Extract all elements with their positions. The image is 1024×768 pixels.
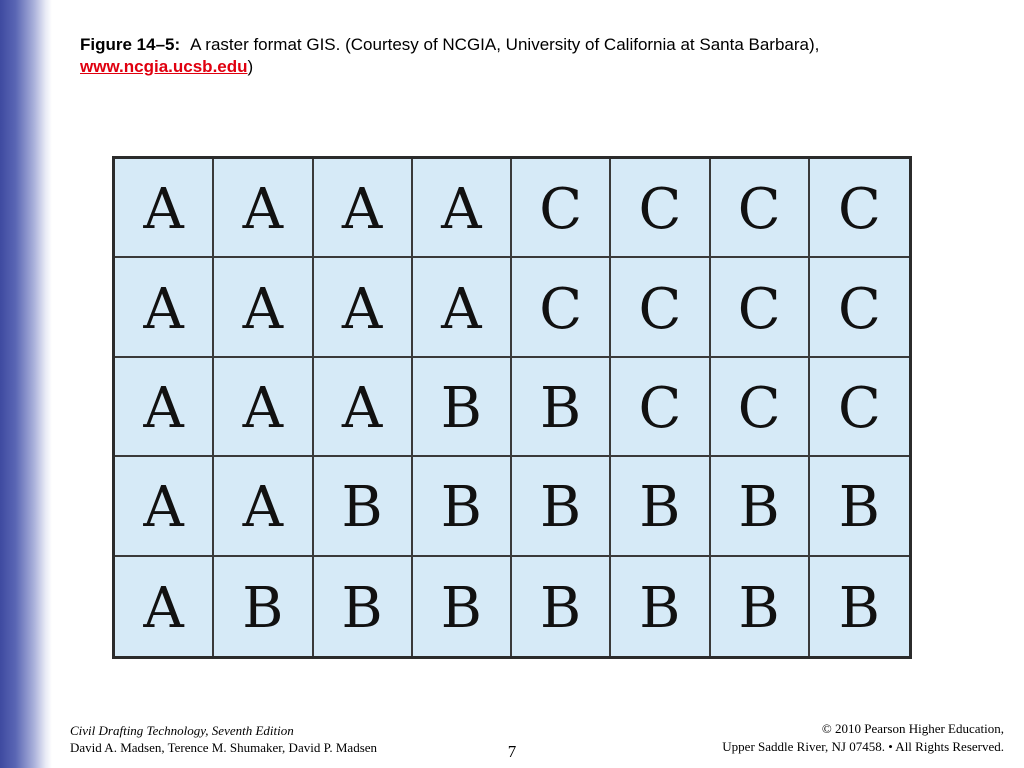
raster-cell: B [314,457,413,556]
raster-cell: C [810,159,909,258]
raster-cell: A [115,159,214,258]
raster-cell: B [314,557,413,656]
raster-cell: A [413,258,512,357]
raster-cell: C [711,358,810,457]
figure-label: Figure 14–5: [80,35,181,54]
raster-cell: A [115,457,214,556]
copyright-line-2: Upper Saddle River, NJ 07458. • All Rights Reserved. [722,739,1004,754]
raster-cell: A [214,159,313,258]
raster-cell: C [810,258,909,357]
raster-cell: B [810,457,909,556]
raster-cell: C [611,358,710,457]
raster-cell: B [711,557,810,656]
raster-cell: B [711,457,810,556]
side-gradient-bar [0,0,52,768]
raster-cell: A [115,557,214,656]
raster-cell: B [611,557,710,656]
raster-cell: A [214,457,313,556]
raster-cell: B [838,575,880,641]
raster-cell: C [711,258,810,357]
figure-description: A raster format GIS. (Courtesy of NCGIA, University of California at Santa Barbara), [190,35,820,54]
raster-cell: B [214,557,313,656]
raster-cell: A [214,358,313,457]
book-authors: David A. Madsen, Terence M. Shumaker, David P. Madsen [70,740,378,755]
caption-close-paren: ) [247,57,254,76]
raster-cell: B [413,557,512,656]
raster-cell: A [115,358,214,457]
raster-cell: B [413,358,512,457]
raster-cell: C [512,258,611,357]
raster-cell: A [214,258,313,357]
footer-book-info [70,722,377,756]
raster-cell: B [512,457,611,556]
raster-cell: B [512,557,611,656]
page-number: 7 [507,742,517,761]
footer-copyright [722,720,1004,756]
raster-cell: B [413,457,512,556]
raster-grid [112,156,912,659]
raster-cell: C [512,159,611,258]
raster-cell: A [413,159,512,258]
copyright-line-1: © 2010 Pearson Higher Education, [821,721,1004,736]
figure-caption [80,34,1000,78]
raster-cell: B [611,457,710,556]
raster-cell: A [314,258,413,357]
raster-cell: A [115,258,214,357]
book-title: Civil Drafting Technology, Seventh Edition [70,723,294,738]
raster-cell: C [611,258,710,357]
raster-cell: C [810,358,909,457]
raster-cell: C [711,159,810,258]
raster-cell: A [314,159,413,258]
raster-cell: C [611,159,710,258]
raster-cell: B [512,358,611,457]
raster-cell: A [314,358,413,457]
ncgia-link[interactable]: www.ncgia.ucsb.edu [80,57,248,76]
